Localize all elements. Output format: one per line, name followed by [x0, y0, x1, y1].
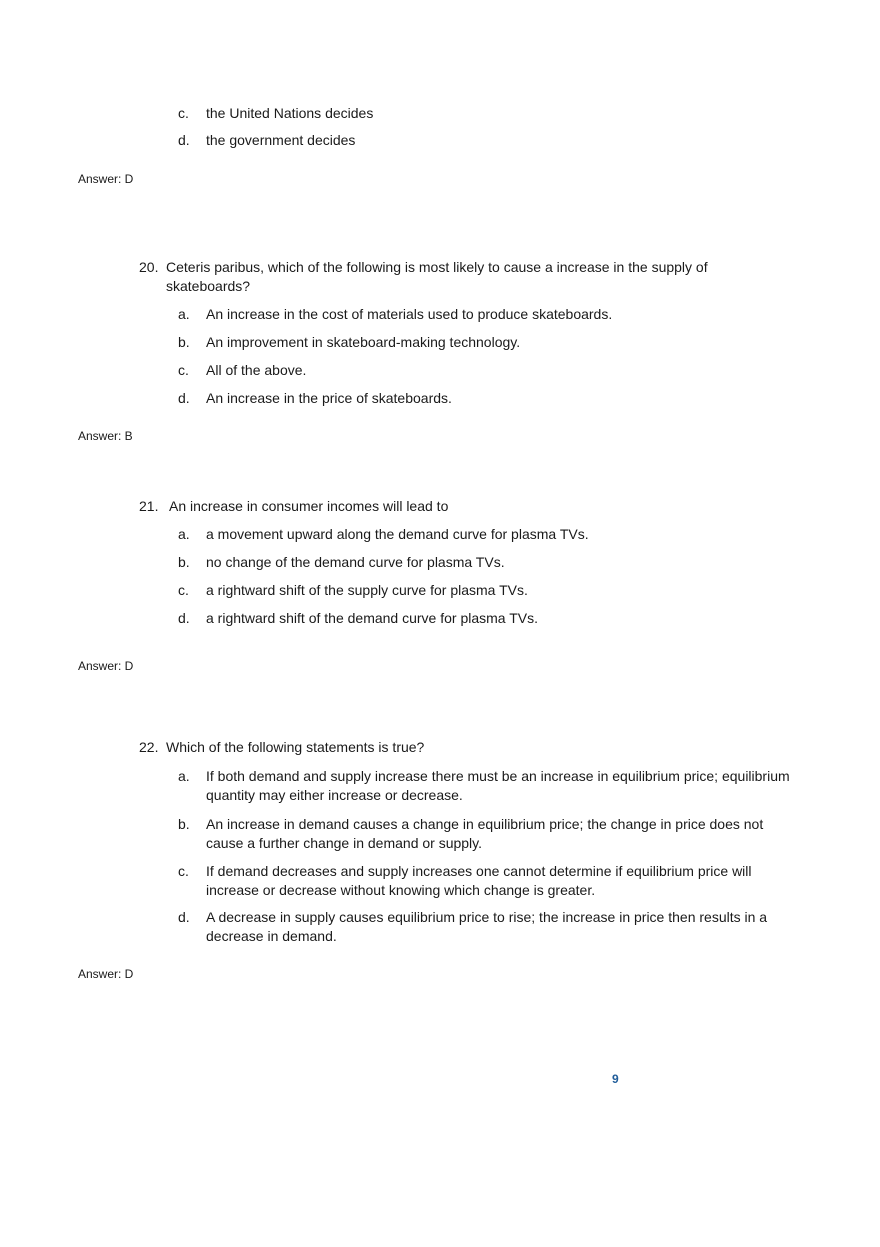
question-text: An increase in consumer incomes will lead to [169, 498, 449, 514]
option-letter: d. [178, 909, 190, 925]
option-letter: c. [178, 362, 189, 378]
option-text: An increase in demand causes a change in equilibrium price; the change in price does not cause a further change in demand or supply. [206, 816, 764, 851]
question-22 [139, 738, 759, 757]
answer-label: Answer: D [78, 172, 134, 186]
question-number: 22. [139, 739, 159, 755]
question-text: Ceteris paribus, which of the following is most likely to cause a increase in the supply of skateboards? [166, 259, 708, 294]
question-number: 21. [139, 498, 159, 514]
question-20 [139, 258, 759, 296]
option-b [178, 553, 798, 572]
option-d [178, 389, 798, 408]
option-letter: b. [178, 334, 190, 350]
option-text: the government decides [206, 132, 356, 148]
option-c [178, 104, 798, 123]
option-text: a rightward shift of the supply curve for plasma TVs. [206, 582, 528, 598]
option-letter: b. [178, 816, 190, 832]
option-letter: d. [178, 610, 190, 626]
option-a [178, 305, 798, 324]
option-b [178, 333, 798, 352]
option-letter: a. [178, 526, 190, 542]
option-text: a rightward shift of the demand curve for plasma TVs. [206, 610, 539, 626]
question-number: 20. [139, 259, 159, 275]
option-letter: d. [178, 390, 190, 406]
option-d [178, 908, 798, 946]
option-letter: a. [178, 768, 190, 784]
question-text: Which of the following statements is true? [166, 739, 425, 755]
option-d [178, 609, 798, 628]
option-a [178, 525, 798, 544]
option-d [178, 131, 798, 150]
option-letter: d. [178, 132, 190, 148]
option-letter: a. [178, 306, 190, 322]
option-c [178, 581, 798, 600]
option-a [178, 767, 798, 805]
option-letter: b. [178, 554, 190, 570]
option-text: An increase in the cost of materials used to produce skateboards. [206, 306, 613, 322]
option-text: the United Nations decides [206, 105, 374, 121]
answer-label: Answer: D [78, 659, 134, 673]
option-c [178, 862, 798, 900]
option-c [178, 361, 798, 380]
option-letter: c. [178, 863, 189, 879]
question-21 [139, 497, 759, 516]
answer-label: Answer: D [78, 967, 134, 981]
option-text: If both demand and supply increase there must be an increase in equilibrium price; equilibrium quantity may either increase or decrease. [206, 768, 790, 803]
option-letter: c. [178, 105, 189, 121]
option-text: A decrease in supply causes equilibrium price to rise; the increase in price then results in a decrease in demand. [206, 909, 768, 944]
option-letter: c. [178, 582, 189, 598]
option-text: If demand decreases and supply increases one cannot determine if equilibrium price will increase or decrease without knowing which change is greater. [206, 863, 752, 898]
option-text: An increase in the price of skateboards. [206, 390, 452, 406]
option-text: no change of the demand curve for plasma TVs. [206, 554, 505, 570]
option-text: All of the above. [206, 362, 307, 378]
option-text: An improvement in skateboard-making technology. [206, 334, 521, 350]
page-number: 9 [612, 1072, 619, 1086]
answer-label: Answer: B [78, 429, 133, 443]
option-text: a movement upward along the demand curve for plasma TVs. [206, 526, 589, 542]
option-b [178, 815, 798, 853]
